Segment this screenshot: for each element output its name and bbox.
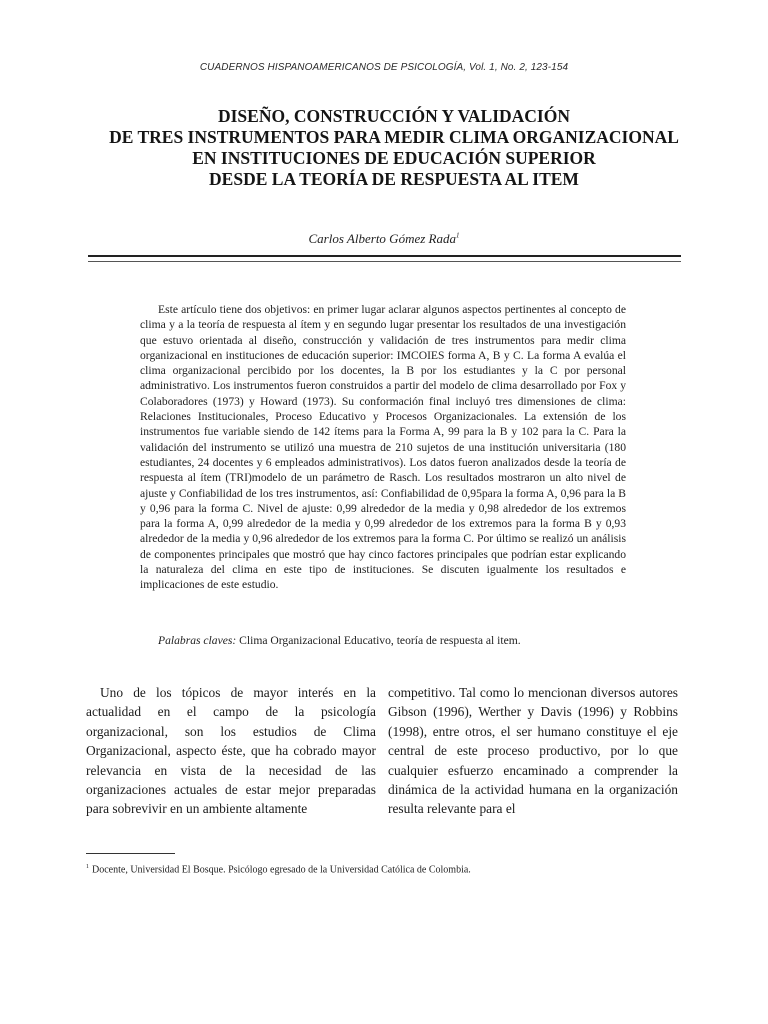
- keywords-label: Palabras claves:: [158, 634, 237, 647]
- keywords-text: Clima Organizacional Educativo, teoría de respuesta al item.: [239, 634, 521, 647]
- title-rule-thick: [88, 255, 681, 257]
- footnote-mark: 1: [86, 864, 89, 870]
- footnote-rule: [86, 853, 175, 854]
- author-name: Carlos Alberto Gómez Rada: [308, 231, 456, 246]
- title-line: DISEÑO, CONSTRUCCIÓN Y VALIDACIÓN: [217, 106, 570, 126]
- article-title: [60, 106, 728, 190]
- abstract: Este artículo tiene dos objetivos: en primer lugar aclarar algunos aspectos pertinentes al concepto de clima y a la teoría de respuesta al ítem y en segundo lugar presentar los resultados de una investigación que estuvo orientada al diseño, construcción y validación de tres instrumentos para medir clima organizacional en instituciones de educación superior: IMCOIES forma A, B y C. La forma A evalúa el clima organizacional percibido por los docentes, la B por los estudiantes y la C por personal administrativo. Los instrumentos fueron construidos a partir del modelo de clima desarrollado por Fox y Colaboradores (1973) y Howard (1973). Su conformación final incluyó tres dimensiones de clima: Relaciones Institucionales, Proceso Educativo y Procesos Organizacionales. La extensión de los instrumentos fue variable siendo de 142 ítems para la Forma A, 99 para la B y 102 para la C. Para la validación del instrumento se utilizó una muestra de 210 sujetos de una institución universitaria (180 estudiantes, 24 docentes y 6 empleados administrativos). Los datos fueron analizados desde la teoría de respuesta al ítem (TRI)modelo de un parámetro de Rasch. Los resultados mostraron un alto nivel de ajuste y Confiabilidad de los tres instrumentos, así: Confiabilidad de 0,95para la forma A, 0,96 para la B y 0,96 para la forma C. Nivel de ajuste: 0,99 alrededor de la media y 0,98 alrededor de los extremos para la forma A, 0,99 alrededor de la media y 0,99 alrededor de los extremos para la forma B y 0,93 alrededor de la media y 0,96 alrededor de los extremos para la forma C. Por último se realizó un análisis de componentes principales que mostró que hay cinco factores principales que podrían estar explicando la naturaleza del clima en este tipo de instituciones. Se discuten igualmente los resultados e implicaciones de este estudio.: [140, 303, 626, 592]
- title-line: DE TRES INSTRUMENTOS PARA MEDIR CLIMA ORGANIZACIONAL: [109, 127, 679, 147]
- author-footnote-mark: 1: [455, 231, 460, 240]
- journal-header: CUADERNOS HISPANOAMERICANOS DE PSICOLOGÍA, Vol. 1, No. 2, 123-154: [199, 62, 569, 73]
- title-line: DESDE LA TEORÍA DE RESPUESTA AL ITEM: [209, 169, 579, 189]
- body-column-left: Uno de los tópicos de mayor interés en la actualidad en el campo de la psicología organizacional, son los estudios de Clima Organizacional, aspecto éste, que ha cobrado mayor relevancia en vista de la necesidad de las organizaciones actuales de estar mejor preparadas para sobrevivir en un ambiente altamente: [86, 685, 376, 817]
- author-line: [0, 231, 768, 247]
- keywords: [158, 634, 628, 647]
- title-line: EN INSTITUCIONES DE EDUCACIÓN SUPERIOR: [192, 148, 596, 168]
- footnote-text: Docente, Universidad El Bosque. Psicólogo egresado de la Universidad Católica de Colombia.: [92, 864, 471, 876]
- footnote: [86, 864, 686, 875]
- title-rule-thin: [88, 261, 681, 262]
- body-column-right: competitivo. Tal como lo mencionan diversos autores Gibson (1996), Werther y Davis (1996) y Robbins (1998), entre otros, el ser humano constituye el eje central de este proceso productivo, por lo que cualquier esfuerzo encaminado a comprender la dinámica de la actividad humana en la organización resulta relevante para el: [388, 685, 678, 817]
